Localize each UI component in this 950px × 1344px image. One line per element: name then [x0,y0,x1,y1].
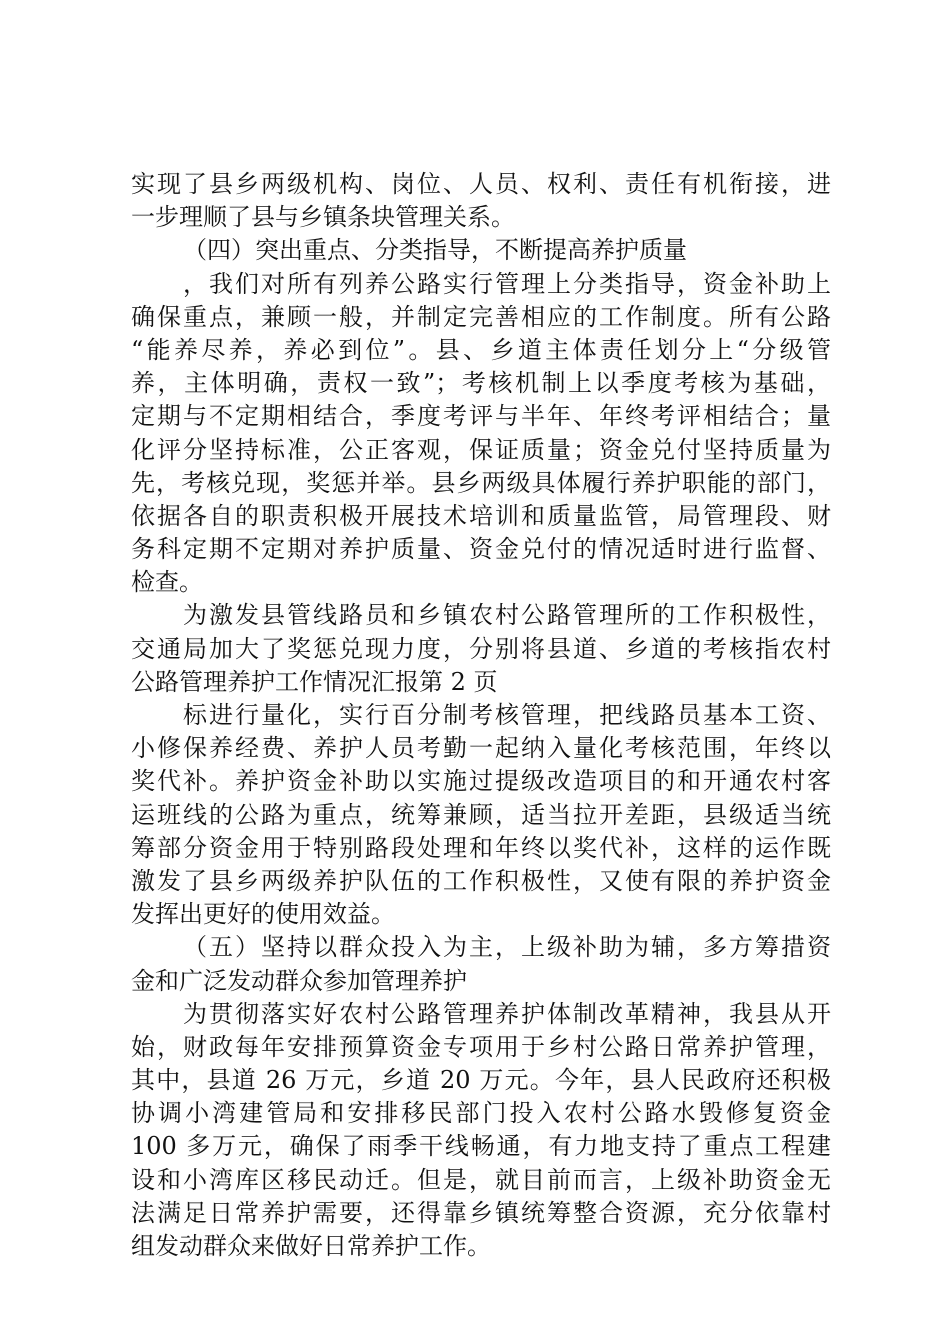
text-line: 化评分坚持标准，公正客观，保证质量；资金兑付坚持质量为 [131,435,831,464]
text-line: 筹部分资金用于特别路段处理和年终以奖代补，这样的运作既 [131,833,831,862]
text-line: 交通局加大了奖惩兑现力度，分别将县道、乡道的考核指农村 [131,634,831,663]
text-line: 公路管理养护工作情况汇报第 2 页 [131,667,498,696]
text-line: 其中，县道 26 万元，乡道 20 万元。今年，县人民政府还积极 [131,1066,831,1095]
document-body [131,168,831,1263]
text-line: 为激发县管线路员和乡镇农村公路管理所的工作积极性， [183,601,831,630]
text-line: 一步理顺了县与乡镇条块管理关系。 [131,203,515,232]
text-line: 务科定期不定期对养护质量、资金兑付的情况适时进行监督、 [131,535,831,564]
text-line: 确保重点，兼顾一般，并制定完善相应的工作制度。所有公路 [131,302,831,331]
text-line: 始，财政每年安排预算资金专项用于乡村公路日常养护管理， [131,1032,831,1061]
text-line: 发挥出更好的使用效益。 [131,900,395,929]
text-line: 先，考核兑现，奖惩并举。县乡两级具体履行养护职能的部门， [131,468,831,497]
text-line: 奖代补。养护资金补助以实施过提级改造项目的和开通农村客 [131,767,831,796]
text-line: ，我们对所有列养公路实行管理上分类指导，资金补助上 [183,269,831,298]
text-line: 激发了县乡两级养护队伍的工作积极性，又使有限的养护资金 [131,866,831,895]
text-line: 养，主体明确，责权一致”；考核机制上以季度考核为基础， [131,369,831,398]
text-line: 标进行量化，实行百分制考核管理，把线路员基本工资、 [183,701,831,729]
text-line: 为贯彻落实好农村公路管理养护体制改革精神，我县从开 [183,999,831,1028]
text-line: 实现了县乡两级机构、岗位、人员、权利、责任有机衔接，进 [131,170,831,198]
text-line: （五）坚持以群众投入为主，上级补助为辅，多方筹措资 [183,933,831,962]
text-line: 金和广泛发动群众参加管理养护 [131,966,467,995]
text-line: 协调小湾建管局和安排移民部门投入农村公路水毁修复资金 [131,1099,831,1128]
text-line: （四）突出重点、分类指导，不断提高养护质量 [183,236,687,265]
text-line: “能养尽养，养必到位”。县、乡道主体责任划分上“分级管 [131,335,831,364]
text-line: 依据各自的职责积极开展技术培训和质量监管，局管理段、财 [131,501,831,530]
text-line: 设和小湾库区移民动迁。但是，就目前而言，上级补助资金无 [131,1165,831,1194]
text-line: 100 多万元，确保了雨季干线畅通，有力地支持了重点工程建 [131,1132,831,1161]
text-line: 检查。 [131,568,203,597]
text-line: 组发动群众来做好日常养护工作。 [131,1232,491,1260]
text-line: 法满足日常养护需要，还得靠乡镇统筹整合资源，充分依靠村 [131,1198,831,1227]
text-line: 小修保养经费、养护人员考勤一起纳入量化考核范围，年终以 [131,734,831,763]
text-line: 运班线的公路为重点，统筹兼顾，适当拉开差距，县级适当统 [131,800,831,829]
text-line: 定期与不定期相结合，季度考评与半年、年终考评相结合；量 [131,402,831,431]
